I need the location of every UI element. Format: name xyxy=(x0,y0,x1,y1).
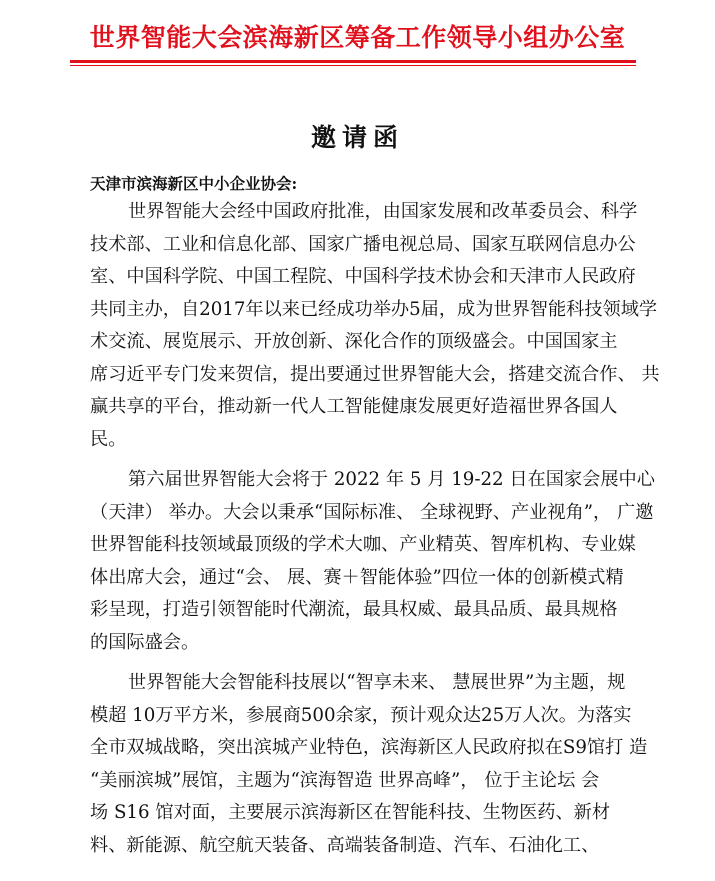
text-line: 的国际盛会。 xyxy=(90,631,200,653)
text-line: 全市双城战略，突出滨城产业特色，滨海新区人民政府拟在S9馆打 造 xyxy=(90,737,648,758)
letterhead-rule-thick xyxy=(70,60,636,63)
text-line: 技术部、工业和信息化部、国家广播电视总局、国家互联网信息办公 xyxy=(90,233,636,255)
text-line: 世界智能大会经中国政府批准，由国家发展和改革委员会、科学 xyxy=(128,201,638,222)
letterhead-rule-thin xyxy=(70,65,636,66)
text-line: 席习近平专门发来贺信，提出要通过世界智能大会，搭建交流合作、 共 xyxy=(90,363,660,385)
text-line: “美丽滨城”展馆，主题为“滨海智造 世界高峰”， 位于主论坛 会 xyxy=(90,769,600,791)
text-line: 场 S16 馆对面，主要展示滨海新区在智能科技、生物医药、新材 xyxy=(90,802,611,823)
text-line: （天津） 举办。大会以秉承“国际标准、 全球视野、产业视角”， 广邀 xyxy=(90,501,654,523)
text-line: 共同主办，自2017年以来已经成功举办5届，成为世界智能科技领域学 xyxy=(90,298,658,320)
text-line: 赢共享的平台，推动新一代人工智能健康发展更好造福世界各国人 xyxy=(90,396,618,417)
text-line: 模超 10万平方米，参展商500余家，预计观众达25万人次。为落实 xyxy=(90,704,632,726)
paragraph-spacer xyxy=(90,659,635,667)
salutation: 天津市滨海新区中小企业协会: xyxy=(90,174,298,193)
document-body xyxy=(90,196,660,862)
text-line: 体出席大会，通过“会、 展、赛＋智能体验”四位一体的创新模式精 xyxy=(90,566,624,588)
text-line: 第六届世界智能大会将于 2022 年 5 月 19-22 日在国家会展中心 xyxy=(128,469,655,490)
paragraph-2 xyxy=(90,464,655,659)
letterhead-title: 世界智能大会滨海新区筹备工作领导小组办公室 xyxy=(89,23,626,52)
text-line: 料、新能源、航空航天装备、高端装备制造、汽车、石油化工、 xyxy=(90,834,600,856)
text-line: 室、中国科学院、中国工程院、中国科学技术协会和天津市人民政府 xyxy=(90,266,636,287)
text-line: 彩呈现，打造引领智能时代潮流，最具权威、最具品质、最具规格 xyxy=(90,599,618,620)
document-title: 邀请函 xyxy=(310,123,404,152)
text-line: 术交流、展览展示、开放创新、深化合作的顶级盛会。中国国家主 xyxy=(90,331,618,352)
text-line: 民。 xyxy=(90,428,127,450)
text-line: 世界智能大会智能科技展以“智享未来、 慧展世界”为主题，规 xyxy=(128,672,626,693)
paragraph-1 xyxy=(90,196,660,456)
text-line: 世界智能科技领域最顶级的学术大咖、产业精英、智库机构、专业媒 xyxy=(90,534,636,555)
paragraph-spacer xyxy=(90,456,635,464)
paragraph-3 xyxy=(90,667,648,862)
